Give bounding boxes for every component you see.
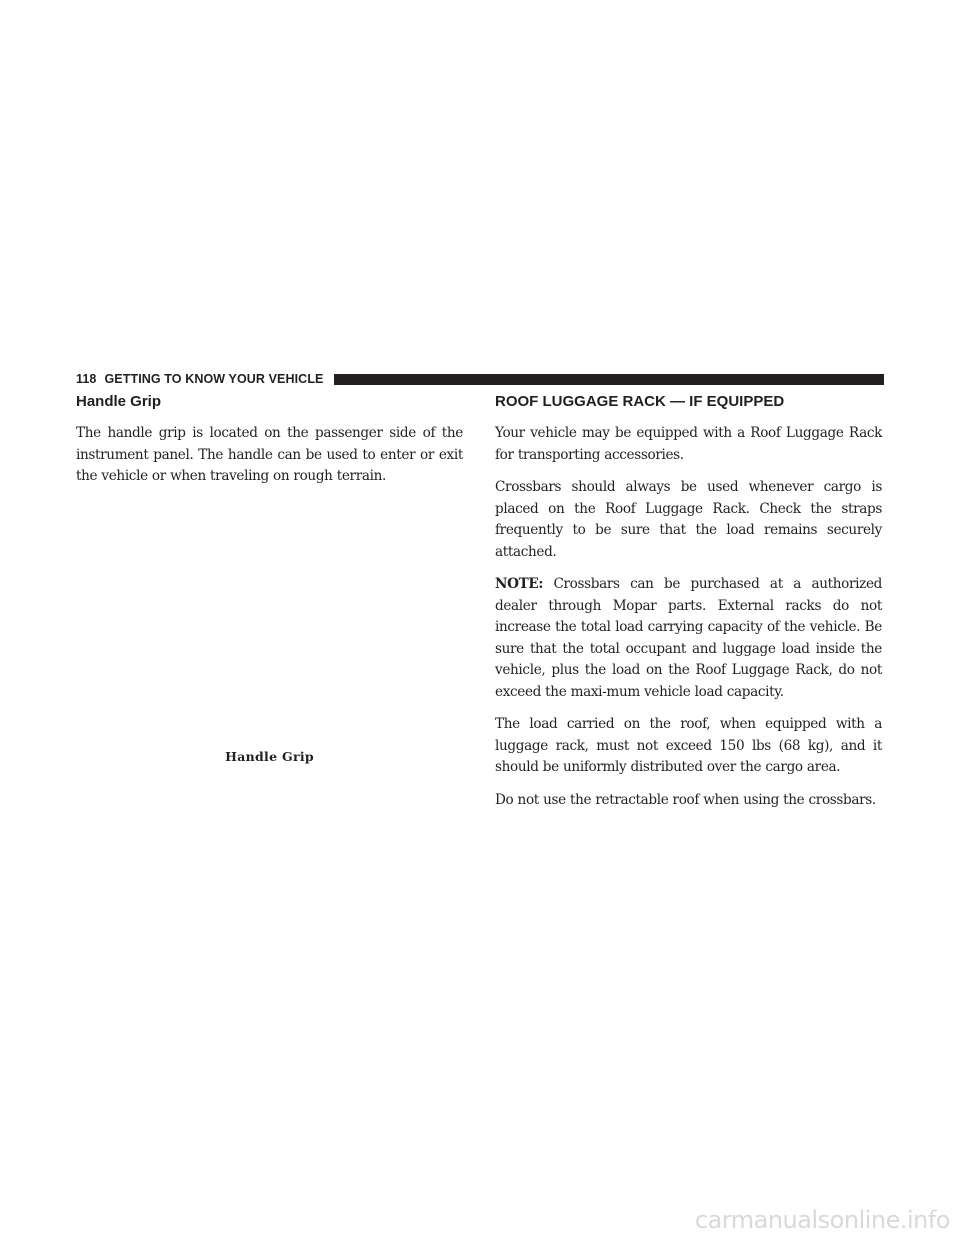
header-rule [334, 374, 885, 385]
handle-grip-heading: Handle Grip [76, 393, 162, 410]
figure-caption: Handle Grip [225, 749, 314, 764]
left-column [76, 392, 463, 769]
note-text: Crossbars can be purchased at a authorized dealer through Mopar parts. External racks do not increase the total load carrying capacity of the vehicle. Be sure that the total occupant and luggage load inside the vehicle, plus the load on the Roof Luggage Rack, do not exceed the maxi-mum vehicle load capacity. [495, 576, 882, 700]
handle-grip-paragraph: The handle grip is located on the passenger side of the instrument panel. The handle can be used to enter or exit the vehicle or when traveling on rough terrain. [76, 425, 463, 484]
watermark: carmanualsonline.info [694, 1206, 950, 1234]
note-paragraph [495, 574, 882, 703]
roof-rack-paragraph-3: The load carried on the roof, when equipped with a luggage rack, must not exceed 150 lbs (68 kg), and it should be uniformly distributed over the cargo area. [495, 716, 882, 775]
roof-rack-paragraph-4: Do not use the retractable roof when using the crossbars. [495, 791, 876, 808]
page-number: 118 [76, 372, 97, 386]
section-title: GETTING TO KNOW YOUR VEHICLE [104, 372, 324, 386]
note-label: NOTE: [495, 576, 544, 592]
right-column [495, 392, 882, 822]
roof-rack-paragraph-2: Crossbars should always be used whenever cargo is placed on the Roof Luggage Rack. Check the straps frequently to be sure that the load remains securely attached. [495, 479, 882, 560]
roof-rack-heading: ROOF LUGGAGE RACK — IF EQUIPPED [495, 393, 785, 410]
page-header [76, 371, 884, 387]
handle-grip-figure [76, 499, 463, 769]
roof-rack-paragraph-1: Your vehicle may be equipped with a Roof Luggage Rack for transporting accessories. [495, 425, 882, 463]
